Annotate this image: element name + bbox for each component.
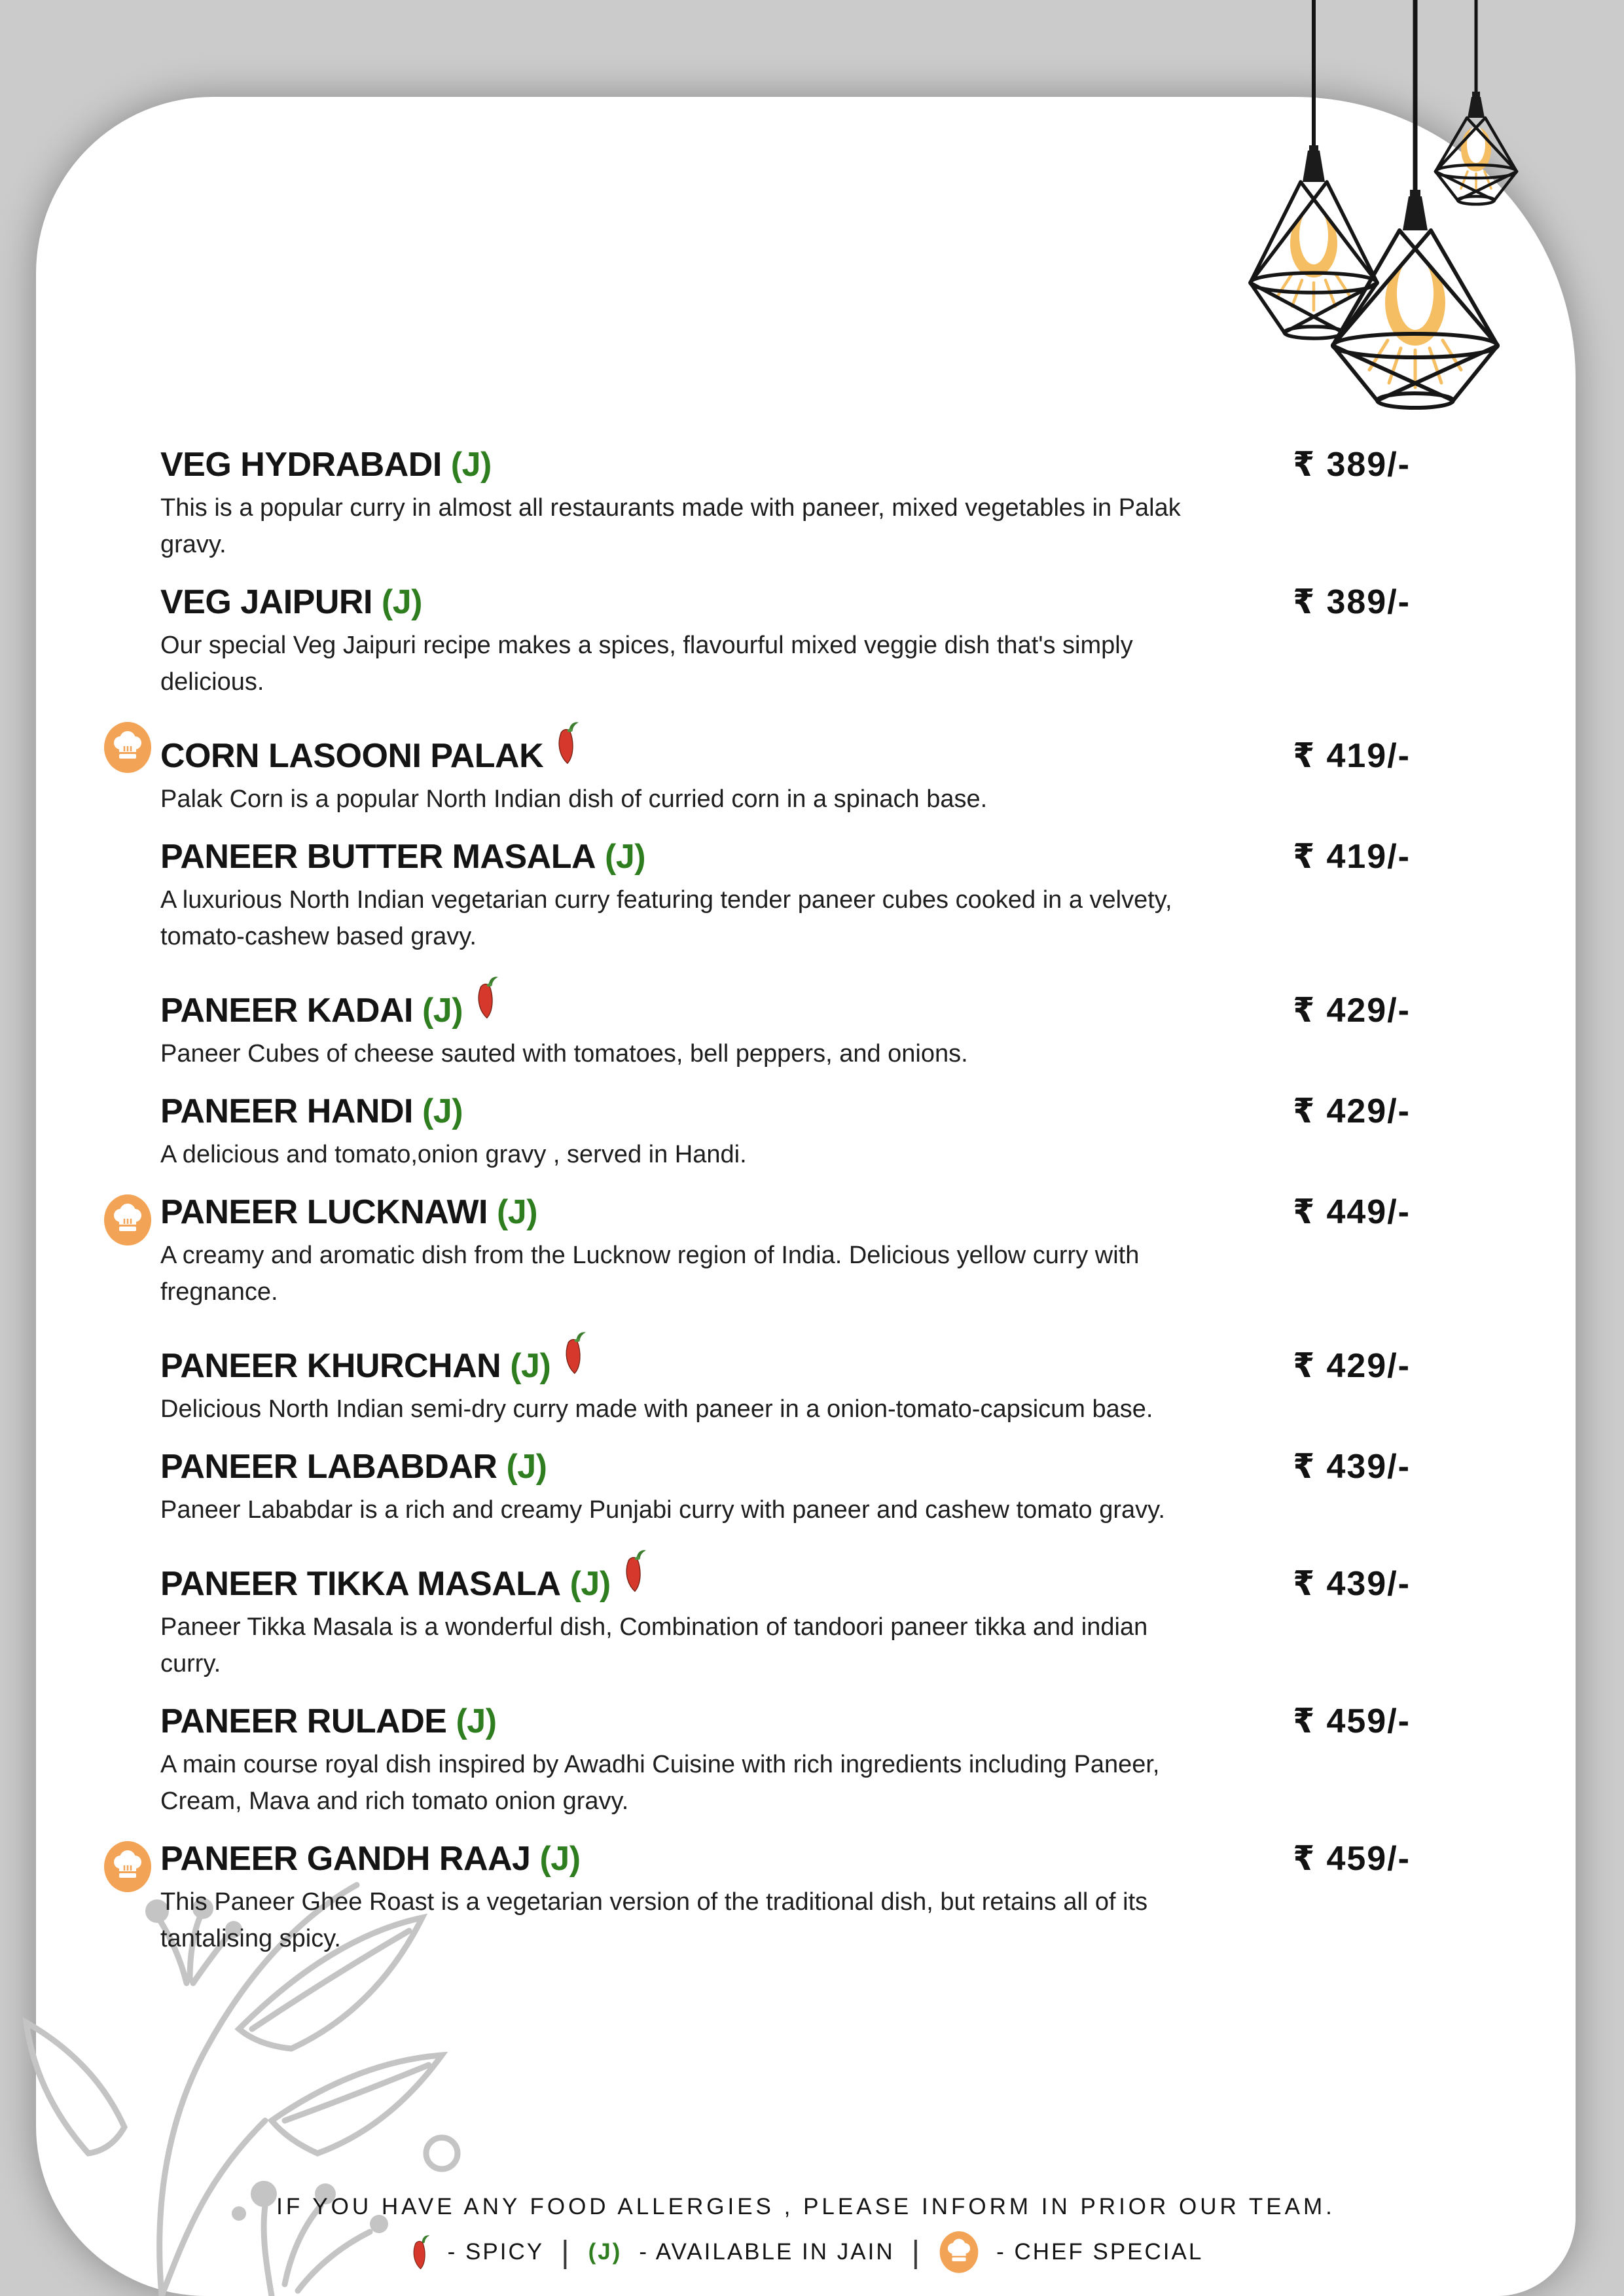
item-title-row [160, 444, 1411, 486]
item-price: ₹ 439/- [1293, 1565, 1411, 1603]
item-description: This is a popular curry in almost all restaurants made with paneer, mixed vegetables in Palak gravy. [160, 494, 1181, 558]
menu-item [160, 444, 1411, 563]
item-name: CORN LASOONI PALAK [160, 737, 544, 775]
item-price: ₹ 389/- [1293, 583, 1411, 621]
jain-symbol: (J) [496, 1193, 538, 1231]
item-title-row [160, 1191, 1411, 1233]
chef-special-icon [103, 1840, 153, 1893]
jain-symbol: (J) [381, 583, 422, 621]
menu-item [160, 1090, 1411, 1173]
item-description: Palak Corn is a popular North Indian dish of curried corn in a spinach base. [160, 785, 988, 813]
item-name: PANEER LUCKNAWI [160, 1193, 488, 1231]
item-name: PANEER BUTTER MASALA [160, 838, 596, 876]
menu-item [160, 1446, 1411, 1528]
item-name: PANEER HANDI [160, 1092, 413, 1130]
item-price: ₹ 429/- [1293, 1092, 1411, 1130]
item-description: A main course royal dish inspired by Awadhi Cuisine with rich ingredients including Paneer, Cream, Mava and rich tomato onion gravy. [160, 1751, 1160, 1815]
item-name: PANEER GANDH RAAJ [160, 1840, 531, 1878]
item-price: ₹ 459/- [1293, 1840, 1411, 1878]
jain-symbol: (J) [510, 1347, 551, 1385]
item-name: PANEER LABABDAR [160, 1448, 497, 1486]
spicy-chili-icon [472, 973, 499, 1022]
item-name: PANEER RULADE [160, 1702, 447, 1740]
item-title-row [160, 1547, 1411, 1605]
item-description: Delicious North Indian semi-dry curry made with paneer in a onion-tomato-capsicum base. [160, 1395, 1153, 1423]
chef-hat-icon [939, 2231, 979, 2274]
jain-symbol: (J) [539, 1840, 581, 1878]
menu-item [160, 836, 1411, 955]
spicy-chili-icon [552, 719, 580, 767]
item-name: PANEER KADAI [160, 992, 413, 1030]
item-description: A luxurious North Indian vegetarian curry featuring tender paneer cubes cooked in a velvety, tomato-cashew based gravy. [160, 886, 1172, 950]
item-title-row [160, 719, 1411, 777]
spicy-chili-icon [620, 1547, 647, 1595]
item-price: ₹ 429/- [1293, 992, 1411, 1030]
item-title-row [160, 1090, 1411, 1132]
item-description: Paneer Lababdar is a rich and creamy Punjabi curry with paneer and cashew tomato gravy. [160, 1496, 1165, 1524]
item-description: This Paneer Ghee Roast is a vegetarian version of the traditional dish, but retains all of its tantalising spicy. [160, 1888, 1148, 1952]
menu-item [160, 1700, 1411, 1820]
item-title-row [160, 1329, 1411, 1387]
item-title-row [160, 581, 1411, 623]
item-name: VEG JAIPURI [160, 583, 372, 621]
item-price: ₹ 419/- [1293, 737, 1411, 775]
item-title-row [160, 1446, 1411, 1488]
item-price: ₹ 449/- [1293, 1193, 1411, 1231]
item-price: ₹ 429/- [1293, 1347, 1411, 1385]
item-title-row [160, 973, 1411, 1031]
legend-separator: | [561, 2234, 571, 2270]
item-description: Paneer Cubes of cheese sauted with tomatoes, bell peppers, and onions. [160, 1040, 968, 1067]
legend-separator: | [911, 2234, 922, 2270]
jain-symbol: (J) [569, 1565, 611, 1603]
item-title-row [160, 1700, 1411, 1742]
allergy-note: IF YOU HAVE ANY FOOD ALLERGIES , PLEASE INFORM IN PRIOR OUR TEAM. [276, 2194, 1335, 2219]
menu-item [160, 1547, 1411, 1682]
item-price: ₹ 389/- [1293, 446, 1411, 484]
item-description: Paneer Tikka Masala is a wonderful dish, Combination of tandoori paneer tikka and indian curry. [160, 1613, 1148, 1677]
item-description: Our special Veg Jaipuri recipe makes a spices, flavourful mixed veggie dish that's simply delicious. [160, 632, 1133, 696]
menu-item [160, 1838, 1411, 1957]
chili-icon [408, 2232, 431, 2272]
item-name: PANEER KHURCHAN [160, 1347, 501, 1385]
jain-symbol: (J) [422, 1092, 463, 1130]
item-price: ₹ 459/- [1293, 1702, 1411, 1740]
menu-item [160, 1191, 1411, 1310]
jain-symbol: (J) [506, 1448, 547, 1486]
item-price: ₹ 419/- [1293, 838, 1411, 876]
menu-item [160, 1329, 1411, 1427]
menu-item [160, 581, 1411, 700]
jain-symbol: (J) [450, 446, 492, 484]
item-description: A delicious and tomato,onion gravy , served in Handi. [160, 1141, 747, 1168]
jain-symbol: (J) [422, 992, 463, 1030]
item-name: PANEER TIKKA MASALA [160, 1565, 561, 1603]
menu-item [160, 719, 1411, 817]
item-price: ₹ 439/- [1293, 1448, 1411, 1486]
item-title-row [160, 1838, 1411, 1880]
chef-special-icon [103, 1194, 153, 1246]
jain-symbol: (J) [456, 1702, 497, 1740]
item-name: VEG HYDRABADI [160, 446, 442, 484]
jain-symbol: (J) [605, 838, 646, 876]
legend-spicy-label: - SPICY [447, 2239, 545, 2265]
chef-special-icon [103, 721, 153, 774]
footer [36, 2194, 1576, 2274]
legend [36, 2231, 1576, 2274]
item-title-row [160, 836, 1411, 878]
spicy-chili-icon [560, 1329, 587, 1377]
pendant-lamp-icon [1431, 0, 1523, 209]
legend-jain-symbol: (J) [588, 2239, 623, 2265]
item-description: A creamy and aromatic dish from the Lucknow region of India. Delicious yellow curry with fregnance. [160, 1242, 1140, 1306]
menu-item [160, 973, 1411, 1072]
legend-chef-label: - CHEF SPECIAL [996, 2239, 1204, 2265]
legend-jain-label: - AVAILABLE IN JAIN [639, 2239, 895, 2265]
menu-items-list [160, 444, 1411, 1975]
